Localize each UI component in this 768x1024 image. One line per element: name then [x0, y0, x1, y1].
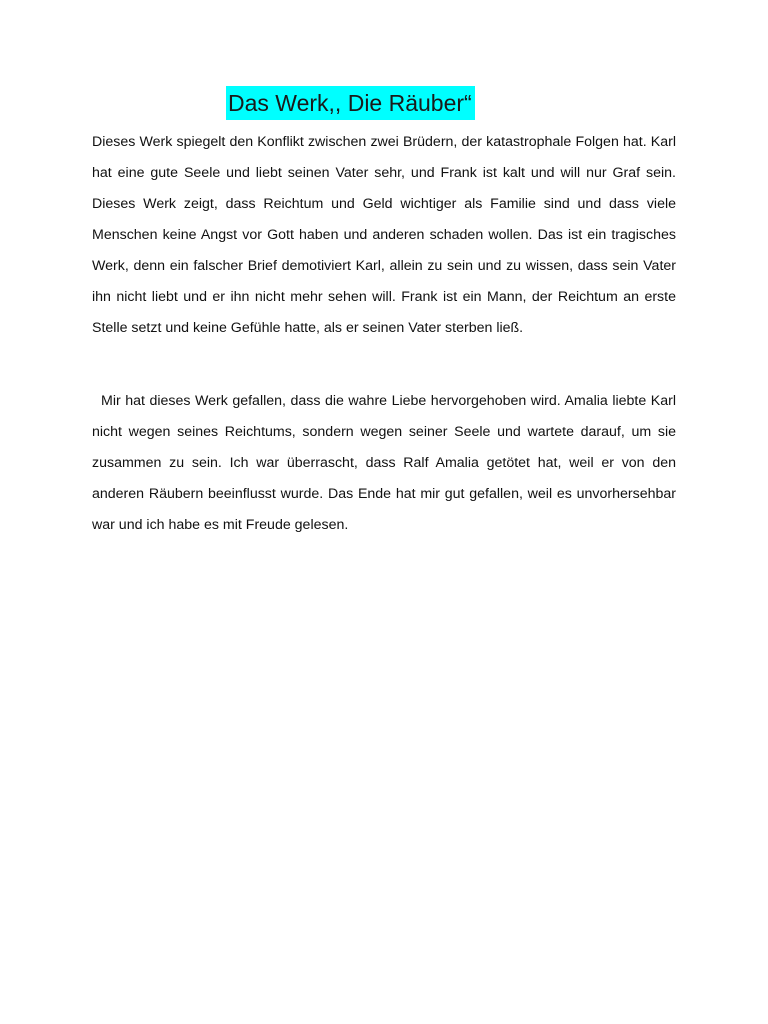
paragraph-2: Mir hat dieses Werk gefallen, dass die wahre Liebe hervorgehoben wird. Amalia liebte Karl nicht wegen seines Reichtums, sondern wegen seiner Seele und wartete darauf, um sie zusammen zu sein. Ich war überrascht, dass Ralf Amalia getötet hat, weil er von den anderen Räubern beeinflusst wurde. Das Ende hat mir gut gefallen, weil es unvorhersehbar war und ich habe es mit Freude gelesen. — [92, 393, 676, 533]
paragraph-1: Dieses Werk spiegelt den Konflikt zwischen zwei Brüdern, der katastrophale Folgen hat. Karl hat eine gute Seele und liebt seinen Vater sehr, und Frank ist kalt und will nur Graf sein. Dieses Werk zeigt, dass Reichtum und Geld wichtiger als Familie sind und dass viele Menschen keine Angst vor Gott haben und anderen schaden wollen. Das ist ein tragisches Werk, denn ein falscher Brief demotiviert Karl, allein zu sein und zu wissen, dass sein Vater ihn nicht liebt und er ihn nicht mehr sehen will. Frank ist ein Mann, der Reichtum an erste Stelle setzt und keine Gefühle hatte, als er seinen Vater sterben ließ. — [92, 134, 676, 336]
document-title: Das Werk,, Die Räuber“ — [226, 86, 475, 120]
